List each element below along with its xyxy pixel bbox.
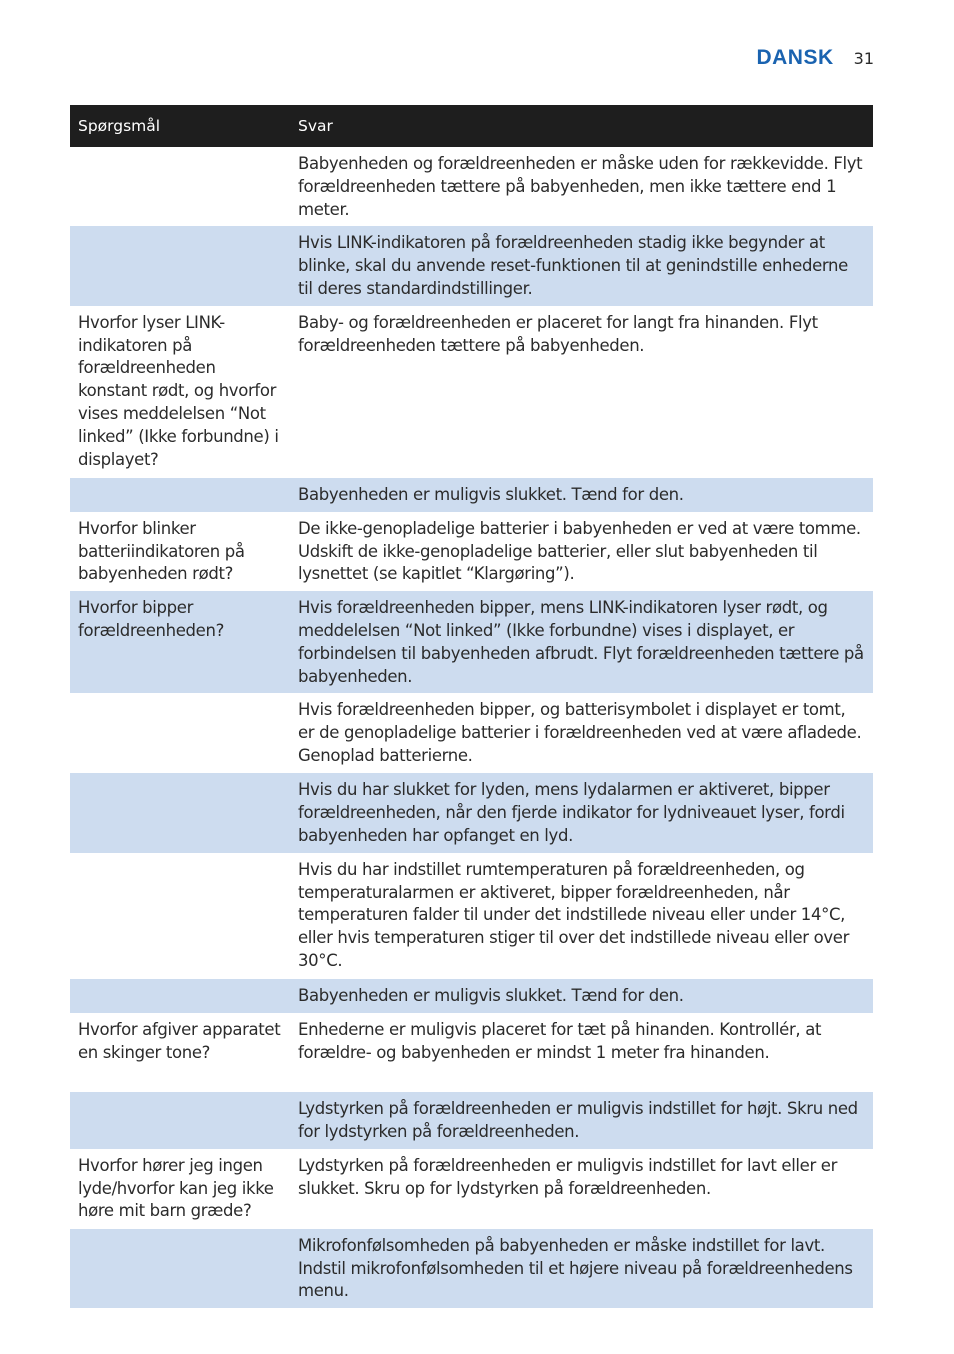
table-row	[70, 478, 873, 512]
answer-cell: Enhederne er muligvis placeret for tæt på hinanden. Kontrollér, at forældre- og babyenheden er mindst 1 meter fra hinanden.	[298, 1019, 822, 1062]
answer-cell: Babyenheden er muligvis slukket. Tænd for den.	[290, 478, 873, 512]
answer-cell: Baby- og forældreenheden er placeret for langt fra hinanden. Flyt forældreenheden tættere på babyenheden.	[298, 312, 818, 355]
table-body	[70, 147, 873, 1308]
page-number: 31	[853, 49, 874, 68]
table-row	[70, 1149, 873, 1229]
column-header-question: Spørgsmål	[70, 105, 290, 147]
table-row	[70, 591, 873, 693]
answer-cell: Babyenheden er muligvis slukket. Tænd for den.	[290, 979, 873, 1013]
answer-cell: Hvis forældreenheden bipper, og batterisymbolet i displayet er tomt, er de genopladelige batterier i forældreenheden ved at være afladede. Genoplad batterierne.	[298, 700, 862, 765]
question-cell	[70, 693, 290, 773]
answer-cell: Babyenheden og forældreenheden er måske uden for rækkevidde. Flyt forældreenheden tættere på babyenheden, men ikke tættere end 1 meter.	[298, 154, 863, 219]
question-cell	[70, 853, 290, 979]
question-cell: Hvorfor lyser LINK-indikatoren på forældreenheden konstant rødt, og hvorfor vises meddelelsen “Not linked” (Ikke forbundne) i displayet?	[78, 312, 279, 469]
table-row	[70, 1092, 873, 1149]
question-cell: Hvorfor blinker batteriindikatoren på babyenheden rødt?	[78, 518, 245, 584]
troubleshooting-table	[70, 105, 873, 1308]
question-cell	[70, 147, 290, 226]
answer-cell: Lydstyrken på forældreenheden er muligvis indstillet for lavt eller er slukket. Skru op for lydstyrken på forældreenheden.	[298, 1155, 838, 1198]
answer-cell: De ikke-genopladelige batterier i babyenheden er ved at være tomme. Udskift de ikke-genopladelige batterier, eller slut babyenheden til lysnettet (se kapitlet “Klargøring”).	[298, 518, 861, 584]
table-row	[70, 1013, 873, 1092]
question-cell	[70, 226, 290, 305]
table-header-row	[70, 105, 873, 147]
question-cell	[70, 773, 290, 852]
question-cell	[70, 979, 290, 1013]
question-cell	[70, 478, 290, 512]
answer-cell: Hvis du har indstillet rumtemperaturen på forældreenheden, og temperaturalarmen er aktiveret, bipper forældreenheden, når temperaturen falder til under det indstillede niveau eller under 14°C, eller hvis temperaturen stiger til over det indstillede niveau eller over 30°C.	[298, 859, 849, 970]
question-cell	[70, 1092, 290, 1149]
table-row	[70, 979, 873, 1013]
table-row	[70, 226, 873, 305]
question-cell	[70, 1229, 290, 1308]
table-row	[70, 306, 873, 478]
language-label: DANSK	[756, 46, 834, 69]
table-row	[70, 147, 873, 226]
table-row	[70, 773, 873, 852]
answer-cell: Hvis du har slukket for lyden, mens lydalarmen er aktiveret, bipper forældreenheden, når den fjerde indikator for lydniveauet lyser, fordi babyenheden har opfanget en lyd.	[290, 773, 873, 852]
page-header	[756, 46, 874, 70]
table-row	[70, 1229, 873, 1308]
table-row	[70, 512, 873, 591]
question-cell: Hvorfor hører jeg ingen lyde/hvorfor kan jeg ikke høre mit barn græde?	[78, 1155, 274, 1221]
question-cell: Hvorfor bipper forældreenheden?	[70, 591, 290, 693]
table-row	[70, 853, 873, 979]
column-header-answer: Svar	[290, 105, 873, 147]
answer-cell: Lydstyrken på forældreenheden er muligvis indstillet for højt. Skru ned for lydstyrken på forældreenheden.	[290, 1092, 873, 1149]
answer-cell: Mikrofonfølsomheden på babyenheden er måske indstillet for lavt. Indstil mikrofonfølsomheden til et højere niveau på forældreenhedens menu.	[290, 1229, 873, 1308]
table-row	[70, 693, 873, 773]
answer-cell: Hvis forældreenheden bipper, mens LINK-indikatoren lyser rødt, og meddelelsen “Not linked” (Ikke forbundne) vises i displayet, er forbindelsen til babyenheden afbrudt. Flyt forældreenheden tættere på babyenheden.	[290, 591, 873, 693]
question-cell: Hvorfor afgiver apparatet en skinger tone?	[78, 1019, 281, 1062]
answer-cell: Hvis LINK-indikatoren på forældreenheden stadig ikke begynder at blinke, skal du anvende reset-funktionen til at genindstille enhederne til deres standardindstillinger.	[290, 226, 873, 305]
